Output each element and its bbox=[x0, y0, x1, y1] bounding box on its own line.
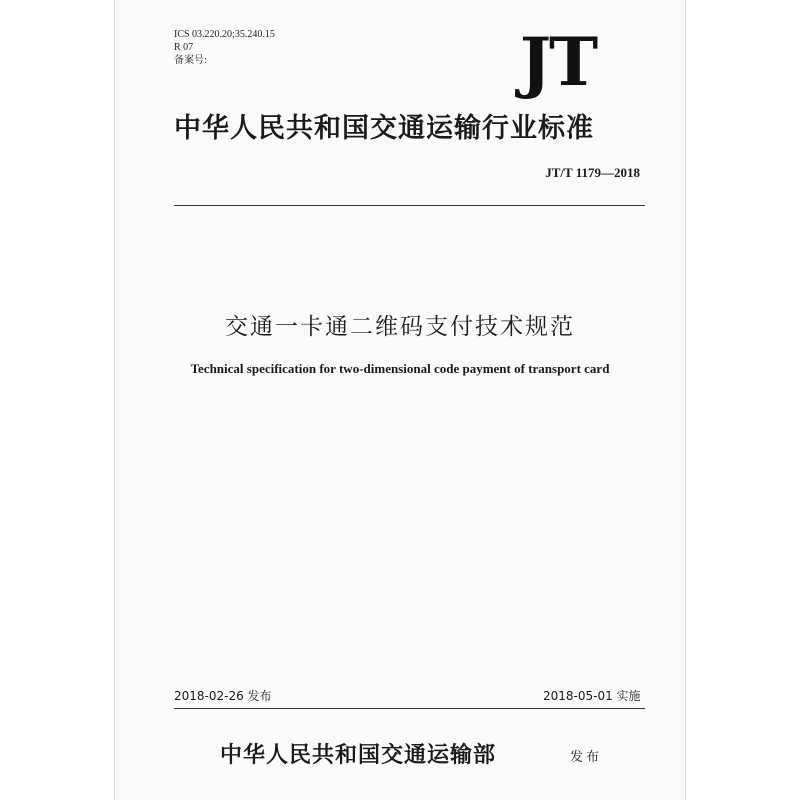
document-title-english: Technical specification for two-dimensional code payment of transport card bbox=[190, 361, 610, 376]
ccs-code: R 07 bbox=[174, 42, 194, 53]
footer-divider bbox=[174, 708, 645, 709]
document-title-chinese: 交通一卡通二维码支付技术规范 bbox=[225, 314, 575, 340]
effective-date: 2018-05-01 实施 bbox=[543, 689, 641, 703]
standard-category: 中华人民共和国交通运输行业标准 bbox=[174, 113, 594, 144]
jt-logo: JT bbox=[519, 23, 597, 101]
header-divider bbox=[174, 205, 645, 206]
publish-date: 2018-02-26 发布 bbox=[174, 689, 272, 703]
record-number-label: 备案号: bbox=[174, 55, 207, 66]
ics-code: ICS 03.220.20;35.240.15 bbox=[174, 29, 275, 40]
issuing-authority: 中华人民共和国交通运输部 bbox=[220, 743, 497, 768]
standard-code: JT/T 1179—2018 bbox=[545, 165, 640, 180]
issue-label: 发布 bbox=[570, 750, 603, 765]
